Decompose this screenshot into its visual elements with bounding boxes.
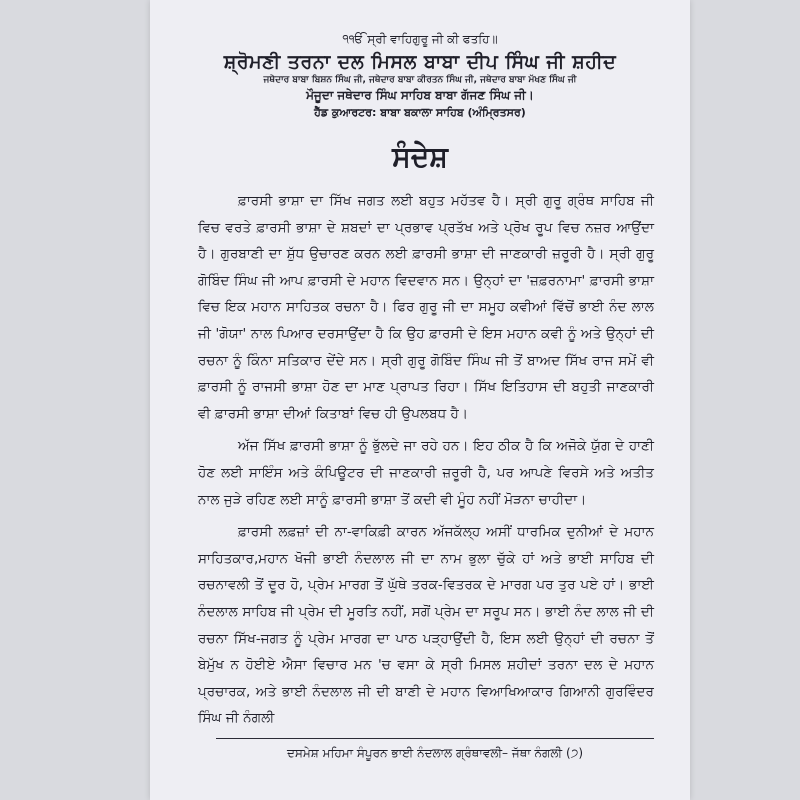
paragraph: ਫ਼ਾਰਸੀ ਭਾਸ਼ਾ ਦਾ ਸਿੱਖ ਜਗਤ ਲਈ ਬਹੁਤ ਮਹੱਤਵ ਹੈ। ਸ੍ਰੀ ਗੁਰੂ ਗ੍ਰੰਥ ਸਾਹਿਬ ਜੀ ਵਿਚ ਵਰਤੇ ਫ਼ਾਰਸੀ ਭਾਸ਼ਾ ਦੇ ਸ਼ਬਦਾਂ ਦਾ ਪ੍ਰਭਾਵ ਪ੍ਰਤੱਖ ਅਤੇ ਪ੍ਰੋਖ ਰੂਪ ਵਿਚ ਨਜ਼ਰ ਆਉਂਦਾ ਹੈ। ਗੁਰਬਾਣੀ ਦਾ ਸ਼ੁੱਧ ਉਚਾਰਣ ਕਰਨ ਲਈ ਫ਼ਾਰਸੀ ਭਾਸ਼ਾ ਦੀ ਜਾਣਕਾਰੀ ਜ਼ਰੂਰੀ ਹੈ। ਸ੍ਰੀ ਗੁਰੂ ਗੋਬਿੰਦ ਸਿੰਘ ਜੀ ਆਪ ਫ਼ਾਰਸੀ ਦੇ ਮਹਾਨ ਵਿਦਵਾਨ ਸਨ। ਉਨ੍ਹਾਂ ਦਾ 'ਜ਼ਫ਼ਰਨਾਮਾ' ਫ਼ਾਰਸੀ ਭਾਸ਼ਾ ਵਿਚ ਇਕ ਮਹਾਨ ਸਾਹਿਤਕ ਰਚਨਾ ਹੈ। ਫਿਰ ਗੁਰੂ ਜੀ ਦਾ ਸਮੂਹ ਕਵੀਆਂ ਵਿੱਚੋਂ ਭਾਈ ਨੰਦ ਲਾਲ ਜੀ 'ਗੋਯਾ' ਨਾਲ ਪਿਆਰ ਦਰਸਾਉਂਦਾ ਹੈ ਕਿ ਉਹ ਫ਼ਾਰਸੀ ਦੇ ਇਸ ਮਹਾਨ ਕਵੀ ਨੂੰ ਅਤੇ ਉਨ੍ਹਾਂ ਦੀ ਰਚਨਾ ਨੂੰ ਕਿੰਨਾ ਸਤਿਕਾਰ ਦੇਂਦੇ ਸਨ। ਸ੍ਰੀ ਗੁਰੂ ਗੋਬਿੰਦ ਸਿੰਘ ਜੀ ਤੋਂ ਬਾਅਦ ਸਿੱਖ ਰਾਜ ਸਮੇਂ ਵੀ ਫ਼ਾਰਸੀ ਨੂੰ ਰਾਜਸੀ ਭਾਸ਼ਾ ਹੋਣ ਦਾ ਮਾਣ ਪ੍ਰਾਪਤ ਰਿਹਾ। ਸਿੱਖ ਇਤਿਹਾਸ ਦੀ ਬਹੁਤੀ ਜਾਣਕਾਰੀ ਵੀ ਫ਼ਾਰਸੀ ਭਾਸ਼ਾ ਦੀਆਂ ਕਿਤਾਬਾਂ ਵਿਚ ਹੀ ਉਪਲਬਧ ਹੈ।: [198, 193, 654, 422]
invocation-line: ੧ੴ ਸ੍ਰੀ ਵਾਹਿਗੁਰੂ ਜੀ ਕੀ ਫਤਹਿ॥: [342, 32, 498, 46]
page-footer: ਦਸਮੇਸ਼ ਮਹਿਮਾ ਸੰਪੂਰਨ ਭਾਈ ਨੰਦਲਾਲ ਗ੍ਰੰਥਾਵਲੀ– ਜੱਥਾ ਨੰਗਲੀ (੭): [286, 746, 584, 760]
paragraph: ਅੱਜ ਸਿੱਖ ਫ਼ਾਰਸੀ ਭਾਸ਼ਾ ਨੂੰ ਭੁੱਲਦੇ ਜਾ ਰਹੇ ਹਨ। ਇਹ ਠੀਕ ਹੈ ਕਿ ਅਜੋਕੇ ਯੁੱਗ ਦੇ ਹਾਣੀ ਹੋਣ ਲਈ ਸਾਇੰਸ ਅਤੇ ਕੰਪਿਊਟਰ ਦੀ ਜਾਣਕਾਰੀ ਜ਼ਰੂਰੀ ਹੈ, ਪਰ ਆਪਣੇ ਵਿਰਸੇ ਅਤੇ ਅਤੀਤ ਨਾਲ ਜੁੜੇ ਰਹਿਣ ਲਈ ਸਾਨੂੰ ਫ਼ਾਰਸੀ ਭਾਸ਼ਾ ਤੋਂ ਕਦੀ ਵੀ ਮੂੰਹ ਨਹੀਂ ਮੋੜਨਾ ਚਾਹੀਦਾ।: [198, 438, 654, 508]
book-page: [150, 0, 690, 800]
paragraph: ਫ਼ਾਰਸੀ ਲਫ਼ਜ਼ਾਂ ਦੀ ਨਾ-ਵਾਕਿਫ਼ੀ ਕਾਰਨ ਅੱਜਕੱਲ੍ਹ ਅਸੀਂ ਧਾਰਮਿਕ ਦੁਨੀਆਂ ਦੇ ਮਹਾਨ ਸਾਹਿਤਕਾਰ,ਮਹਾਨ ਖੋਜੀ ਭਾਈ ਨੰਦਲਾਲ ਜੀ ਦਾ ਨਾਮ ਭੁਲਾ ਚੁੱਕੇ ਹਾਂ ਅਤੇ ਭਾਈ ਸਾਹਿਬ ਦੀ ਰਚਨਾਵਲੀ ਤੋਂ ਦੂਰ ਹੋ, ਪ੍ਰੇਮ ਮਾਰਗ ਤੋਂ ਘੁੱਥੇ ਤਰਕ-ਵਿਤਰਕ ਦੇ ਮਾਰਗ ਪਰ ਤੁਰ ਪਏ ਹਾਂ। ਭਾਈ ਨੰਦਲਾਲ ਸਾਹਿਬ ਜੀ ਪ੍ਰੇਮ ਦੀ ਮੂਰਤਿ ਨਹੀਂ, ਸਗੋਂ ਪ੍ਰੇਮ ਦਾ ਸਰੂਪ ਸਨ। ਭਾਈ ਨੰਦ ਲਾਲ ਜੀ ਦੀ ਰਚਨਾ ਸਿੱਖ-ਜਗਤ ਨੂੰ ਪ੍ਰੇਮ ਮਾਰਗ ਦਾ ਪਾਠ ਪੜ੍ਹਾਉਂਦੀ ਹੈ, ਇਸ ਲਈ ਉਨ੍ਹਾਂ ਦੀ ਰਚਨਾ ਤੋਂ ਬੇਮੁੱਖ ਨ ਹੋਈਏ ਐਸਾ ਵਿਚਾਰ ਮਨ 'ਚ ਵਸਾ ਕੇ ਸ੍ਰੀ ਮਿਸਲ ਸ਼ਹੀਦਾਂ ਤਰਨਾ ਦਲ ਦੇ ਮਹਾਨ ਪ੍ਰਚਾਰਕ, ਅਤੇ ਭਾਈ ਨੰਦਲਾਲ ਜੀ ਦੀ ਬਾਣੀ ਦੇ ਮਹਾਨ ਵਿਆਖਿਆਕਾਰ ਗਿਆਨੀ ਗੁਰਵਿੰਦਰ ਸਿੰਘ ਜੀ ਨੰਗਲੀ: [198, 524, 654, 727]
message-body: [150, 188, 690, 732]
organization-name: ਸ਼੍ਰੋਮਣੀ ਤਰਨਾ ਦਲ ਮਿਸਲ ਬਾਬਾ ਦੀਪ ਸਿੰਘ ਜੀ ਸ਼ਹੀਦ: [223, 51, 617, 73]
letterhead: [150, 0, 690, 120]
current-jathedar-line: ਮੌਜੂਦਾ ਜਥੇਦਾਰ ਸਿੰਘ ਸਾਹਿਬ ਬਾਬਾ ਗੱਜਣ ਸਿੰਘ ਜੀ।: [306, 88, 534, 102]
jathedars-line: ਜਥੇਦਾਰ ਬਾਬਾ ਬਿਸ਼ਨ ਸਿੰਘ ਜੀ, ਜਥੇਦਾਰ ਬਾਬਾ ਕੀਰਤਨ ਸਿੰਘ ਜੀ, ਜਥੇਦਾਰ ਬਾਬਾ ਮੱਖਣ ਸਿੰਘ ਜੀ: [263, 75, 577, 85]
page-title: ਸੰਦੇਸ਼: [392, 140, 448, 173]
footer-divider: [216, 738, 654, 739]
headquarters-line: ਹੈੱਡ ਕੁਆਰਟਰ: ਬਾਬਾ ਬਕਾਲਾ ਸਾਹਿਬ (ਅੰਮ੍ਰਿਤਸਰ): [314, 106, 526, 119]
